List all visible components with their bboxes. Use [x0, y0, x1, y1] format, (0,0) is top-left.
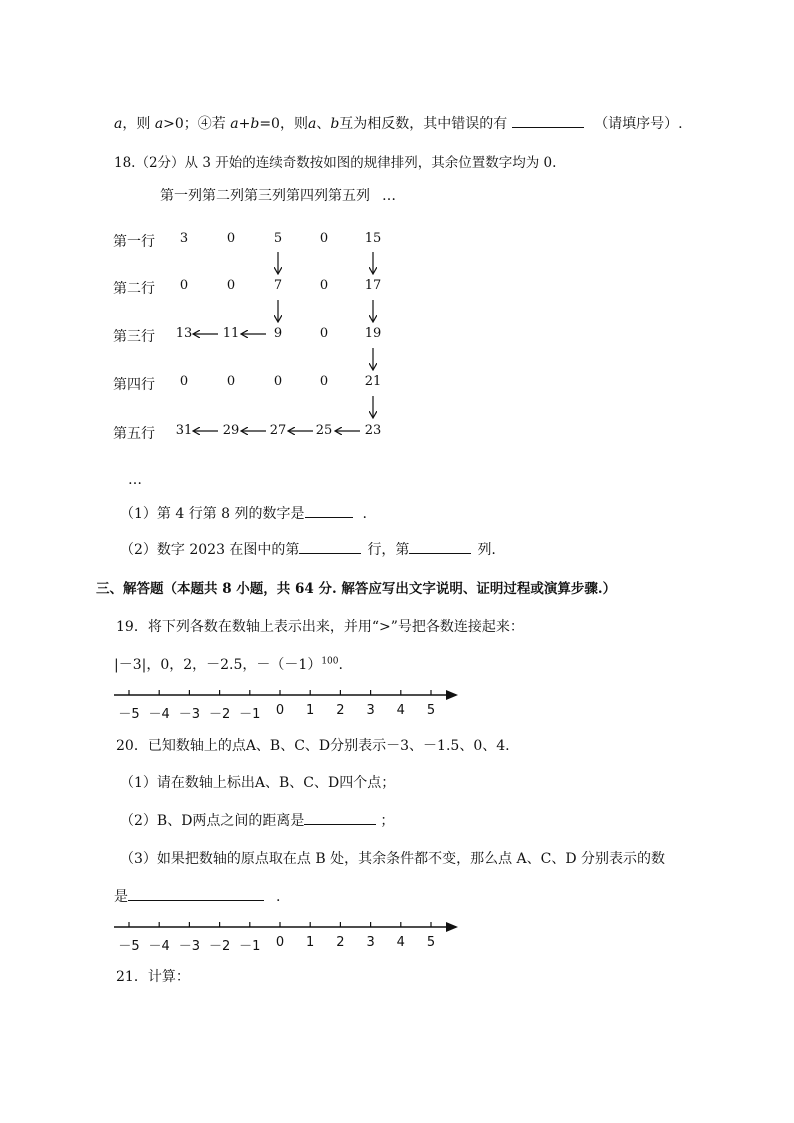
cell-r2-c3: 7 [273, 278, 283, 293]
q18-column-header [160, 185, 396, 205]
q20-title: 20．已知数轴上的点A、B、C、D分别表示－3、－1.5、0、4. [116, 738, 510, 754]
var-a: a [114, 116, 123, 132]
q18-sub1-text: （1）第 4 行第 8 列的数字是 [120, 506, 305, 522]
section3-title: 三、解答题（本题共 8 小题，共 64 分. 解答应写出文字说明、证明过程或演算步骤.） [96, 581, 617, 597]
q20-sub3-blank[interactable] [128, 886, 264, 901]
number-line-1-tick-label: 5 [426, 703, 436, 718]
q20-sub3b [114, 886, 280, 906]
number-line-1-tick-label: 3 [366, 703, 375, 718]
q20-sub2-end: ； [380, 813, 395, 829]
number-line-2-tick-label: －4 [148, 939, 170, 954]
q19-title: 19．将下列各数在数轴上表示出来，并用“>”号把各数连接起来： [116, 619, 524, 635]
row-label-5: 第五行 [113, 426, 155, 442]
cell-r1-c1: 3 [179, 231, 189, 246]
var-b: b [330, 116, 340, 132]
number-line-2-tick-label: 3 [366, 935, 375, 950]
q18-sub2 [120, 539, 496, 559]
row-label-3: 第三行 [113, 329, 155, 345]
q18-sub2-row-blank[interactable] [299, 539, 361, 554]
q18-sub1 [120, 503, 367, 523]
number-line-2-tick-label: 0 [275, 935, 285, 950]
q20-sub2 [120, 810, 394, 830]
q20-sub2-blank[interactable] [304, 810, 376, 825]
number-line-2-tick-label: －2 [208, 939, 231, 954]
number-line-1-tick-label: －1 [239, 707, 261, 722]
cell-r5-c2: 29 [222, 423, 240, 438]
cell-r3-c4: 0 [319, 326, 329, 341]
q17-seg2: >0；④若 [163, 116, 226, 132]
cell-r4-c2: 0 [226, 374, 236, 389]
cell-r1-c2: 0 [226, 231, 236, 246]
q17-hint: （请填序号）. [594, 116, 683, 132]
q17-seg5: 互为相反数，其中错误的有 [339, 116, 508, 132]
q20-sub3b-text: 是 [114, 889, 128, 905]
cell-r3-c1: 13 [175, 326, 193, 341]
cell-r3-c2: 11 [222, 326, 240, 341]
q18-sub2-a: （2）数字 2023 在图中的第 [120, 542, 300, 558]
q17-seg4: 、 [316, 116, 331, 132]
q17-answer-blank[interactable] [512, 113, 584, 128]
row-ellipsis: … [128, 472, 142, 488]
q18-sub1-end: . [362, 506, 367, 522]
row-label-2: 第二行 [113, 281, 155, 297]
expr-a-plus-b: a+b [230, 116, 260, 132]
q20-sub2-text: （2）B、D两点之间的距离是 [120, 813, 305, 829]
cell-r2-c5: 17 [364, 278, 382, 293]
q20-sub3: （3）如果把数轴的原点取在点 B 处，其余条件都不变，那么点 A、C、D 分别表示的数 [120, 851, 666, 867]
number-line-2-tick-label: －3 [178, 939, 201, 954]
row-label-1: 第一行 [113, 234, 155, 250]
q19-numbers [114, 654, 343, 674]
cell-r4-c1: 0 [179, 374, 189, 389]
q20-sub1: （1）请在数轴上标出A、B、C、D四个点； [120, 775, 396, 791]
cell-r1-c3: 5 [273, 231, 283, 246]
cell-r5-c4: 25 [315, 423, 333, 438]
number-line-2-tick-label: 4 [396, 935, 405, 950]
q18-sub2-c: 列. [477, 542, 496, 558]
q17-tail-line [114, 113, 683, 133]
cell-r4-c3: 0 [273, 374, 283, 389]
cell-r5-c3: 27 [269, 423, 287, 438]
number-line-2-tick-label: 1 [306, 935, 315, 950]
q20-sub3-end: . [276, 889, 281, 905]
number-line-1-tick-label: －5 [118, 707, 140, 722]
cell-r3-c3: 9 [273, 326, 283, 341]
number-line-1-tick-label: －4 [148, 707, 170, 722]
var-a2: a [154, 116, 164, 132]
cell-r2-c2: 0 [226, 278, 236, 293]
cell-r5-c5: 23 [364, 423, 382, 438]
number-line-2-tick-label: 2 [336, 935, 345, 950]
q19-exponent: 100 [321, 656, 339, 667]
number-line-2-tick-label: －1 [239, 939, 261, 954]
q18-title: 18.（2分）从 3 开始的连续奇数按如图的规律排列，其余位置数字均为 0. [114, 155, 557, 171]
number-line-1-tick-label: －2 [208, 707, 231, 722]
q17-seg3: =0，则 [259, 116, 308, 132]
number-line-1-tick-label: －3 [178, 707, 201, 722]
column-header-ellipsis: … [382, 188, 396, 204]
cell-r5-c1: 31 [175, 423, 193, 438]
column-header-labels: 第一列第二列第三列第四列第五列 [160, 188, 370, 204]
cell-r1-c4: 0 [319, 231, 329, 246]
number-line-2-tick-label: －5 [118, 939, 140, 954]
number-line-1-tick-label: 0 [275, 703, 285, 718]
q18-sub2-col-blank[interactable] [409, 539, 471, 554]
number-line-1-tick-label: 1 [306, 703, 315, 718]
number-line-1-tick-label: 4 [396, 703, 405, 718]
number-line-2-tick-label: 5 [426, 935, 436, 950]
cell-r2-c4: 0 [319, 278, 329, 293]
q17-seg1: ，则 [122, 116, 151, 132]
cell-r3-c5: 19 [364, 326, 382, 341]
cell-r2-c1: 0 [179, 278, 189, 293]
var-a3: a [307, 116, 317, 132]
q18-sub1-blank[interactable] [305, 503, 353, 518]
number-line-1-tick-label: 2 [336, 703, 345, 718]
q21-title: 21．计算： [116, 969, 190, 985]
q19-numbers-text: |－3|，0，2，－2.5，－（－1） [114, 657, 322, 673]
cell-r1-c5: 15 [364, 231, 382, 246]
cell-r4-c4: 0 [319, 374, 329, 389]
cell-r4-c5: 21 [364, 374, 382, 389]
q19-numbers-end: . [338, 657, 343, 673]
q18-sub2-b: 行，第 [367, 542, 410, 558]
row-label-4: 第四行 [113, 377, 155, 393]
